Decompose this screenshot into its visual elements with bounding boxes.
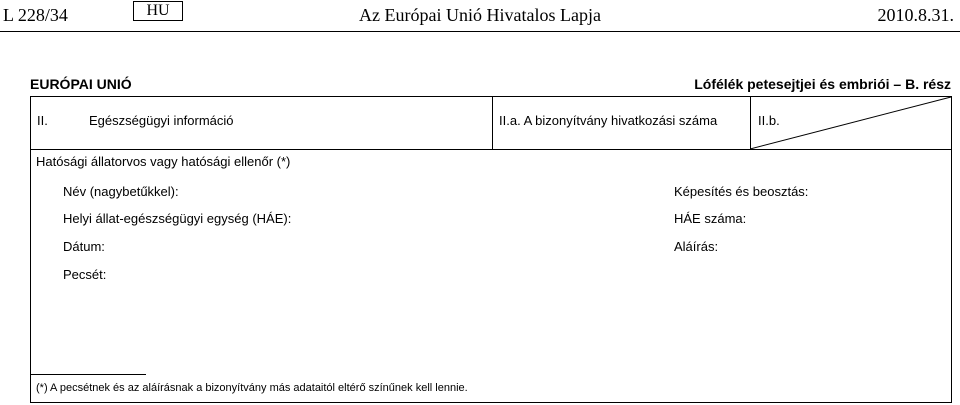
authority-heading: Hatósági állatorvos vagy hatósági ellenőr (*) [36, 154, 291, 169]
publication-date: 2010.8.31. [877, 5, 954, 25]
certificate-issuer: EURÓPAI UNIÓ [30, 76, 132, 92]
language-code-box: HU [133, 1, 183, 21]
reference-number-label: II.a. A bizonyítvány hivatkozási száma [499, 113, 718, 128]
diagonal-strike-line [750, 97, 952, 149]
header-rule [0, 31, 960, 32]
footnote: (*) A pecsétnek és az aláírásnak a bizonyítvány más adataitól eltérő színűnek kell lennie. [36, 382, 468, 394]
section-number: II. [37, 113, 48, 128]
journal-header [0, 0, 960, 34]
name-field-label: Név (nagybetűkkel): [63, 184, 179, 199]
section-title: Egészségügyi információ [89, 113, 234, 128]
reference-b-label: II.b. [758, 113, 780, 128]
certificate-part-box [30, 96, 952, 403]
date-field-label: Dátum: [63, 239, 105, 254]
journal-title: Az Európai Unió Hivatalos Lapja [359, 5, 601, 25]
issue-reference: L 228/34 [3, 5, 68, 25]
signature-field-label: Aláírás: [674, 239, 719, 254]
column-divider [492, 97, 493, 149]
unit-number-field-label: HÁE száma: [674, 211, 747, 226]
stamp-field-label: Pecsét: [63, 267, 107, 282]
certificate-title: Lófélék petesejtjei és embriói – B. rész [694, 76, 951, 92]
section-header-row [31, 97, 951, 150]
local-unit-field-label: Helyi állat-egészségügyi egység (HÁE): [63, 211, 292, 226]
qualification-field-label: Képesítés és beosztás: [674, 184, 809, 199]
footnote-rule [31, 374, 146, 375]
